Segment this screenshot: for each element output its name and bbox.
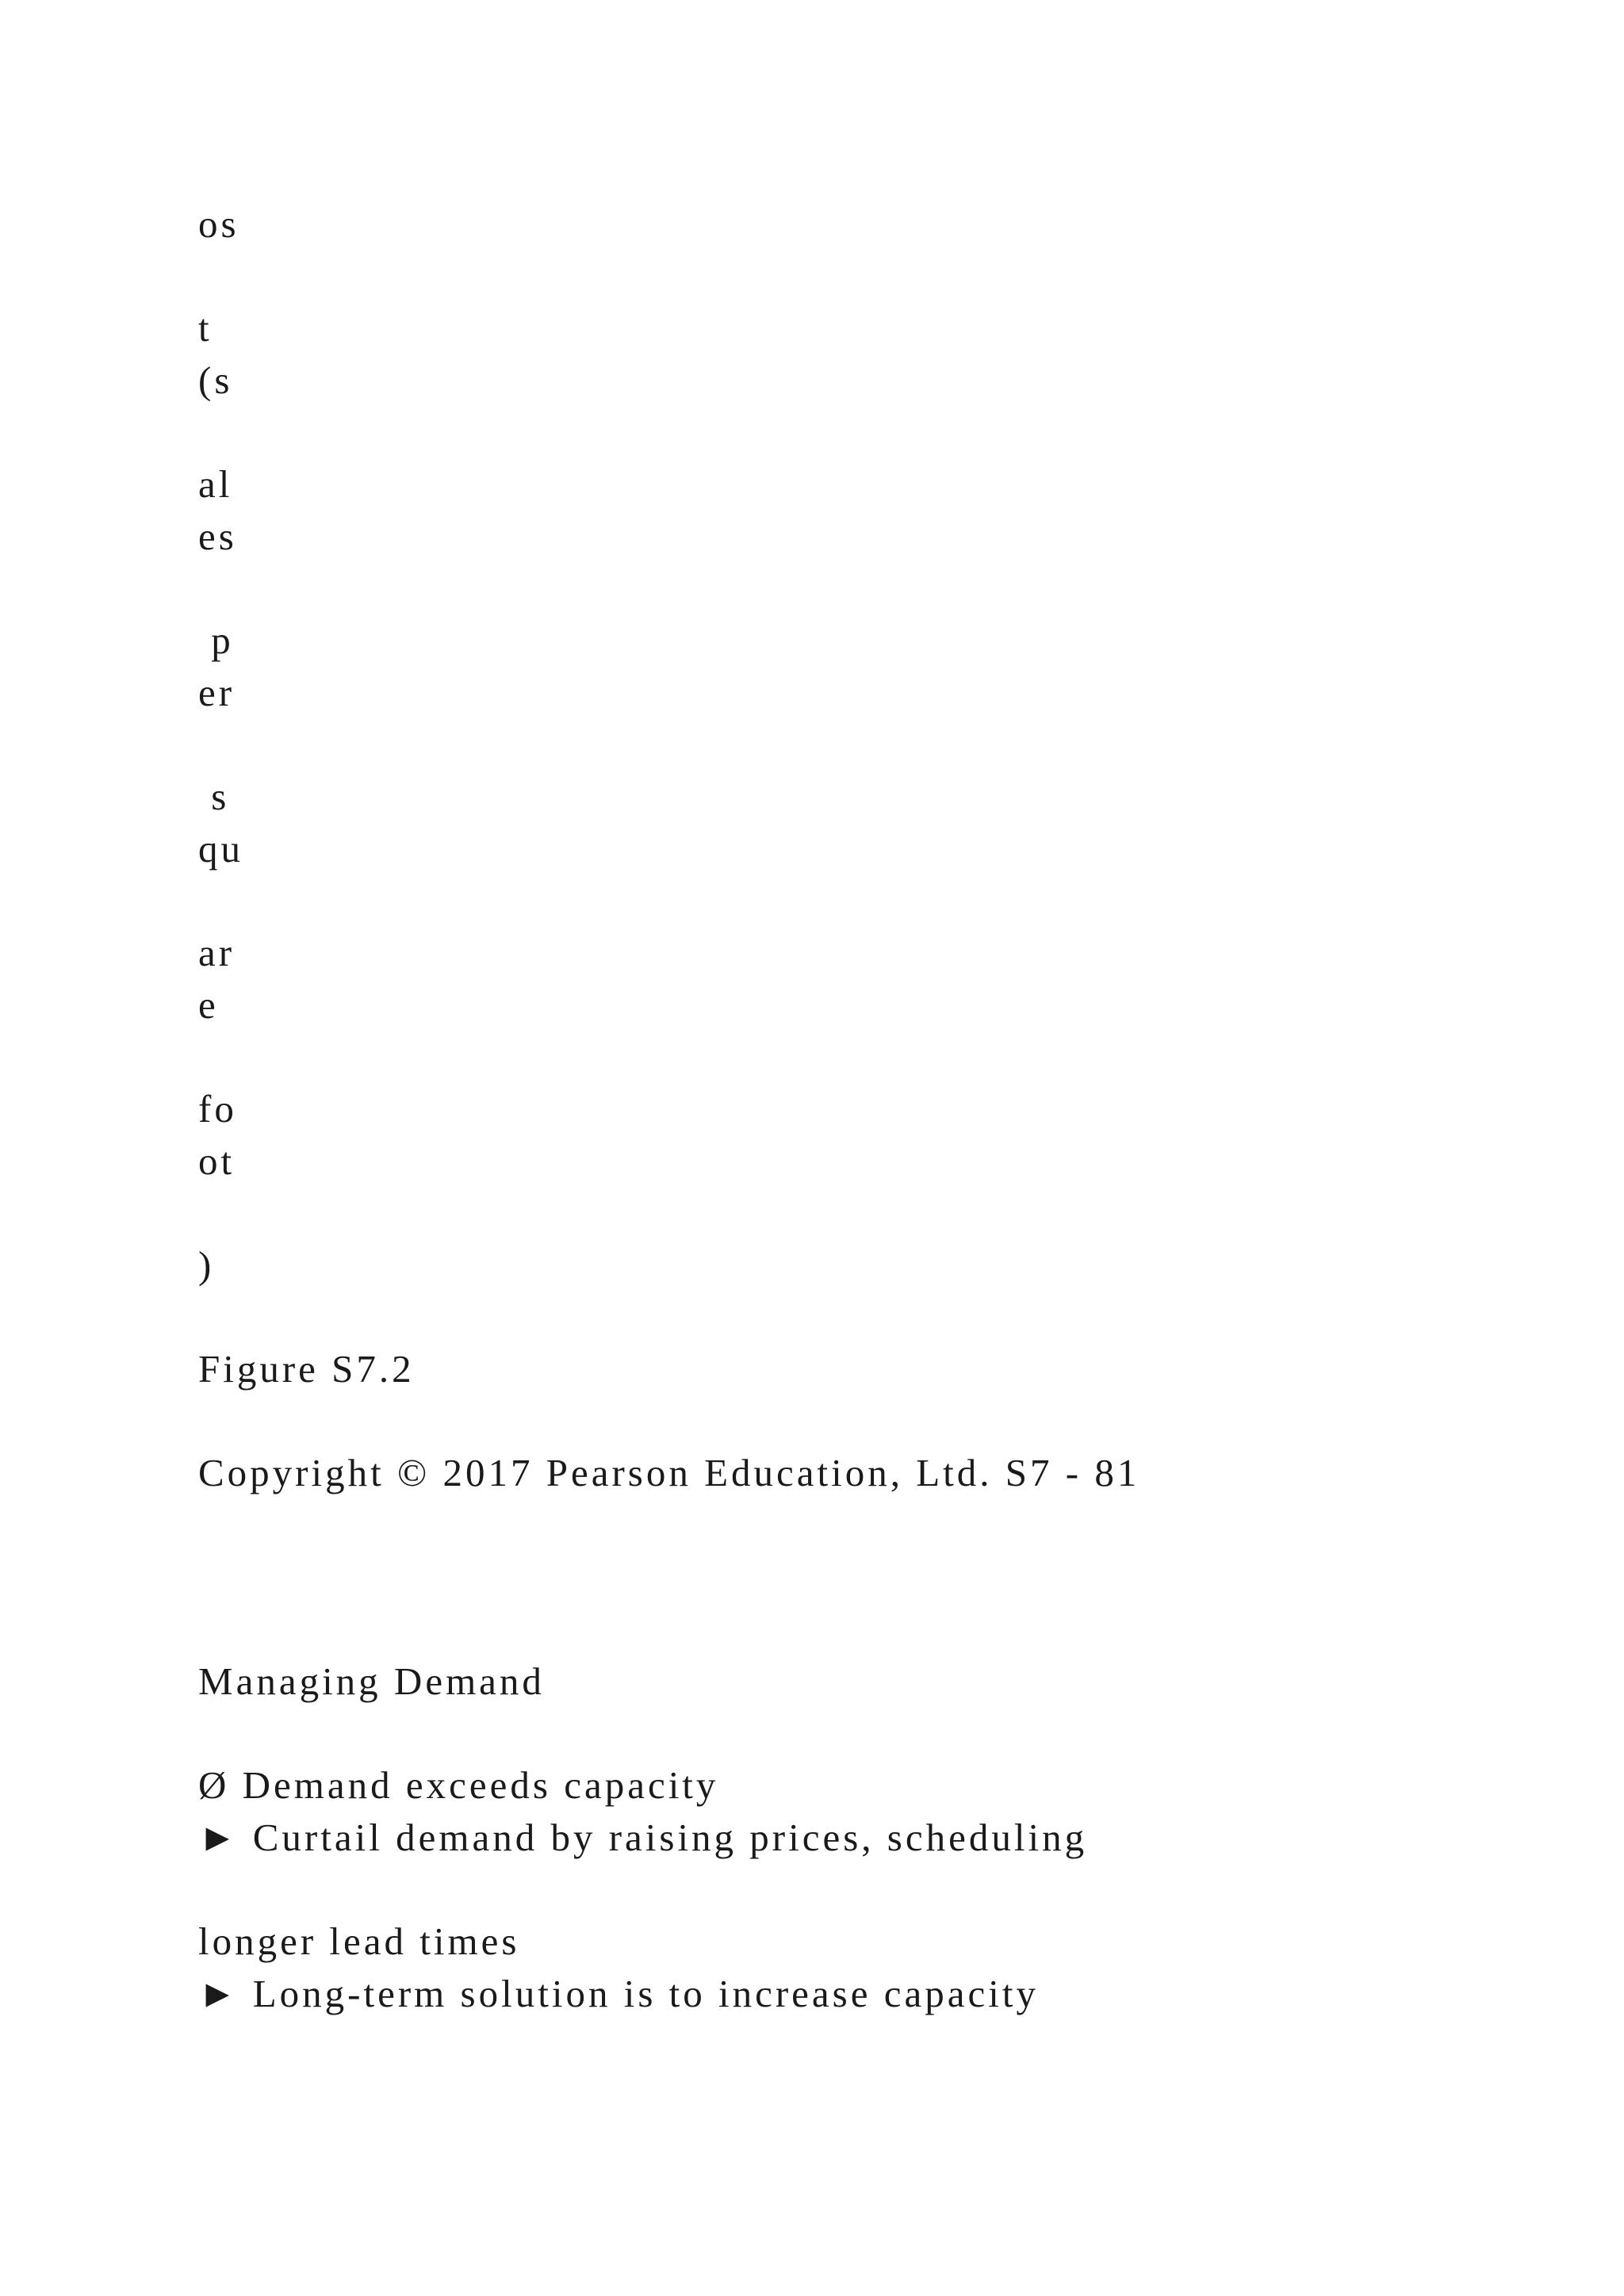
copyright-line: Copyright © 2017 Pearson Education, Ltd. S7 - 81 (198, 1451, 1140, 1494)
bullet-item: Ø Demand exceeds capacity (198, 1763, 719, 1807)
axis-label-fragment: e (198, 983, 219, 1027)
axis-label-fragment: qu (198, 827, 243, 871)
section-title: Managing Demand (198, 1659, 545, 1703)
sub-bullet-item: ► Curtail demand by raising prices, scheduling (198, 1816, 1088, 1859)
axis-label-fragment: (s (198, 358, 233, 402)
axis-label-fragment: p (198, 618, 234, 662)
axis-label-fragment: er (198, 671, 236, 714)
figure-caption: Figure S7.2 (198, 1347, 415, 1391)
axis-label-fragment: fo (198, 1087, 237, 1131)
sub-bullet-item: ► Long-term solution is to increase capacity (198, 1972, 1039, 2015)
axis-label-fragment: ot (198, 1139, 236, 1183)
axis-label-fragment: es (198, 515, 237, 558)
axis-label-fragment: ) (198, 1243, 215, 1287)
axis-label-fragment: t (198, 306, 213, 350)
sub-bullet-continuation: longer lead times (198, 1919, 520, 1963)
axis-label-fragment: os (198, 202, 239, 246)
axis-label-fragment: ar (198, 931, 236, 974)
axis-label-fragment: s (198, 775, 230, 818)
axis-label-fragment: al (198, 462, 233, 506)
